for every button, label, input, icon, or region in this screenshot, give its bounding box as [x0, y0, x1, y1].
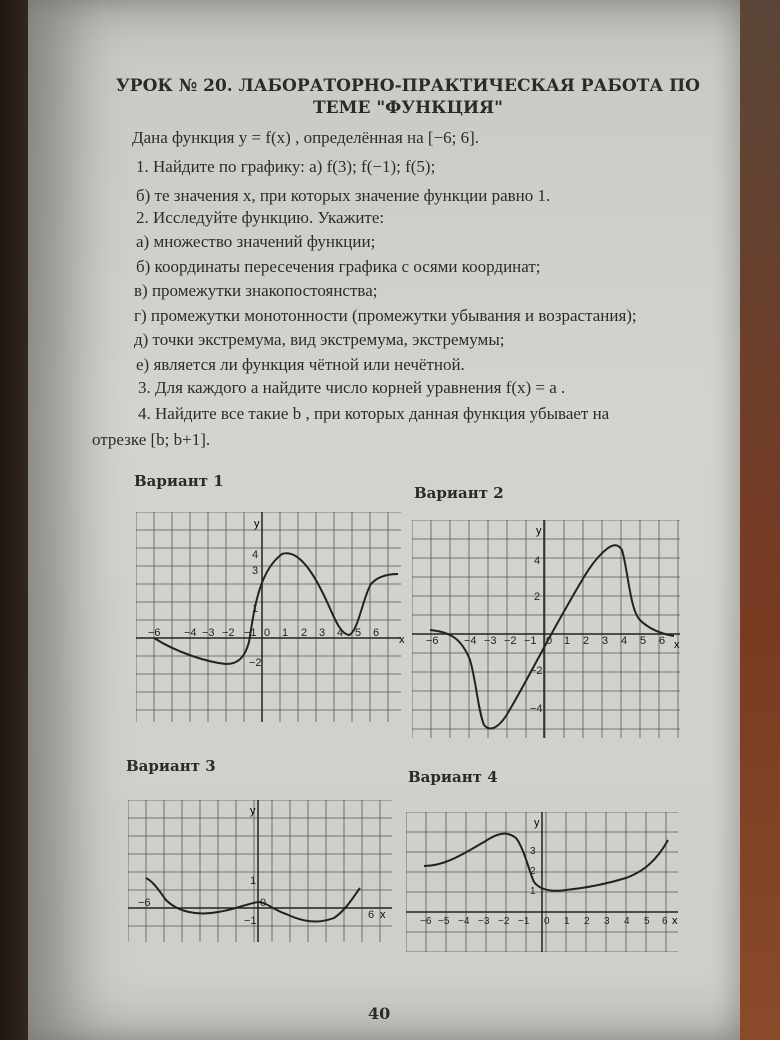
- text-line: 4. Найдите все такие b , при которых данная функция убывает на: [138, 404, 610, 423]
- y-tick: 2: [534, 591, 541, 603]
- x-tick: 4: [624, 916, 630, 927]
- text-line: 3. Для каждого a найдите число корней уравнения f(x) = a .: [138, 378, 566, 397]
- x-tick: 3: [604, 916, 610, 927]
- x-tick: −6: [426, 635, 439, 647]
- x-tick: 6: [659, 635, 666, 647]
- axis-y-label: y: [536, 525, 542, 537]
- grid: [136, 512, 401, 722]
- x-tick: −3: [478, 916, 490, 927]
- x-tick: 0: [544, 916, 550, 927]
- text-line: Дана функция y = f(x) , определённая на [−6; 6].: [132, 128, 480, 147]
- text-line: б) те значения x, при которых значение функции равно 1.: [136, 186, 551, 205]
- axis-y-label: y: [254, 518, 260, 530]
- text-line: 1. Найдите по графику: а) f(3); f(−1); f(5);: [136, 157, 436, 176]
- y-tick: −2: [530, 665, 543, 677]
- x-tick: 6: [368, 909, 375, 921]
- x-tick: −1: [524, 635, 537, 647]
- variant-4-graph: [406, 812, 682, 952]
- text-line: 2. Исследуйте функцию. Укажите:: [136, 208, 385, 227]
- x-tick: −6: [148, 627, 161, 639]
- y-tick: 1: [252, 603, 259, 615]
- x-tick: 5: [355, 627, 362, 639]
- variant-1-graph: [136, 512, 406, 722]
- grid: [128, 800, 392, 942]
- axis-y-label: y: [250, 805, 256, 817]
- title-line-1: УРОК № 20. ЛАБОРАТОРНО-ПРАКТИЧЕСКАЯ РАБОТА ПО: [115, 76, 700, 96]
- text-line: б) координаты пересечения графика с осями координат;: [136, 257, 541, 276]
- y-tick: 1: [530, 886, 536, 897]
- x-tick: 2: [584, 916, 590, 927]
- function-curve: [154, 553, 398, 664]
- x-tick: 3: [602, 635, 609, 647]
- y-tick: 4: [534, 555, 541, 567]
- x-tick: −4: [464, 635, 477, 647]
- title-line-2: ТЕМЕ "ФУНКЦИЯ": [313, 98, 503, 118]
- variant-3-graph: [128, 800, 396, 942]
- x-tick: 0: [260, 897, 267, 909]
- axis-x-label: x: [672, 915, 678, 927]
- y-tick: 3: [530, 846, 536, 857]
- text-line: г) промежутки монотонности (промежутки убывания и возрастания);: [134, 306, 637, 325]
- variant-2-label: Вариант 2: [414, 484, 504, 502]
- x-tick: 1: [282, 627, 289, 639]
- x-tick: −2: [222, 627, 235, 639]
- x-tick: −2: [504, 635, 517, 647]
- y-tick: −1: [244, 915, 257, 927]
- x-tick: 4: [621, 635, 628, 647]
- x-tick: 3: [319, 627, 326, 639]
- text-line: отрезке [b; b+1].: [92, 430, 211, 449]
- text-line: в) промежутки знакопостоянства;: [134, 281, 378, 300]
- x-tick: −4: [458, 916, 470, 927]
- text-line: д) точки экстремума, вид экстремума, экстремумы;: [134, 330, 505, 349]
- grid: [412, 520, 680, 738]
- page-number: 40: [368, 1004, 391, 1023]
- text-line: е) является ли функция чётной или нечётной.: [136, 355, 465, 374]
- y-tick: 2: [530, 866, 536, 877]
- x-tick: −2: [498, 916, 510, 927]
- y-tick: −4: [530, 703, 543, 715]
- x-tick: −6: [420, 916, 432, 927]
- axis-y-label: y: [534, 817, 540, 829]
- x-tick: 2: [583, 635, 590, 647]
- variant-1-label: Вариант 1: [134, 472, 224, 490]
- x-tick: −6: [138, 897, 151, 909]
- y-tick: 3: [252, 565, 259, 577]
- x-tick: 0: [264, 627, 271, 639]
- x-tick: 0: [546, 635, 553, 647]
- x-tick: −1: [518, 916, 530, 927]
- x-tick: 1: [564, 635, 571, 647]
- axis-x-label: x: [674, 639, 680, 651]
- axis-x-label: x: [399, 634, 405, 646]
- x-tick: 6: [662, 916, 668, 927]
- lesson-title: [98, 75, 718, 119]
- book-page: [28, 0, 740, 1040]
- x-tick: 5: [640, 635, 647, 647]
- y-tick: 4: [252, 549, 259, 561]
- text-line: а) множество значений функции;: [136, 232, 376, 251]
- x-tick: 5: [644, 916, 650, 927]
- axis-x-label: x: [380, 909, 386, 921]
- x-tick: 6: [373, 627, 380, 639]
- x-tick: −4: [184, 627, 197, 639]
- x-tick: 1: [564, 916, 570, 927]
- x-tick: −3: [202, 627, 215, 639]
- x-tick: −5: [438, 916, 450, 927]
- x-tick: −3: [484, 635, 497, 647]
- variant-2-graph: [412, 520, 684, 738]
- y-tick: 1: [250, 875, 257, 887]
- y-tick: −2: [249, 657, 262, 669]
- x-tick: −1: [244, 627, 257, 639]
- variant-4-label: Вариант 4: [408, 768, 498, 786]
- x-tick: 4: [337, 627, 344, 639]
- variant-3-label: Вариант 3: [126, 757, 216, 775]
- x-tick: 2: [301, 627, 308, 639]
